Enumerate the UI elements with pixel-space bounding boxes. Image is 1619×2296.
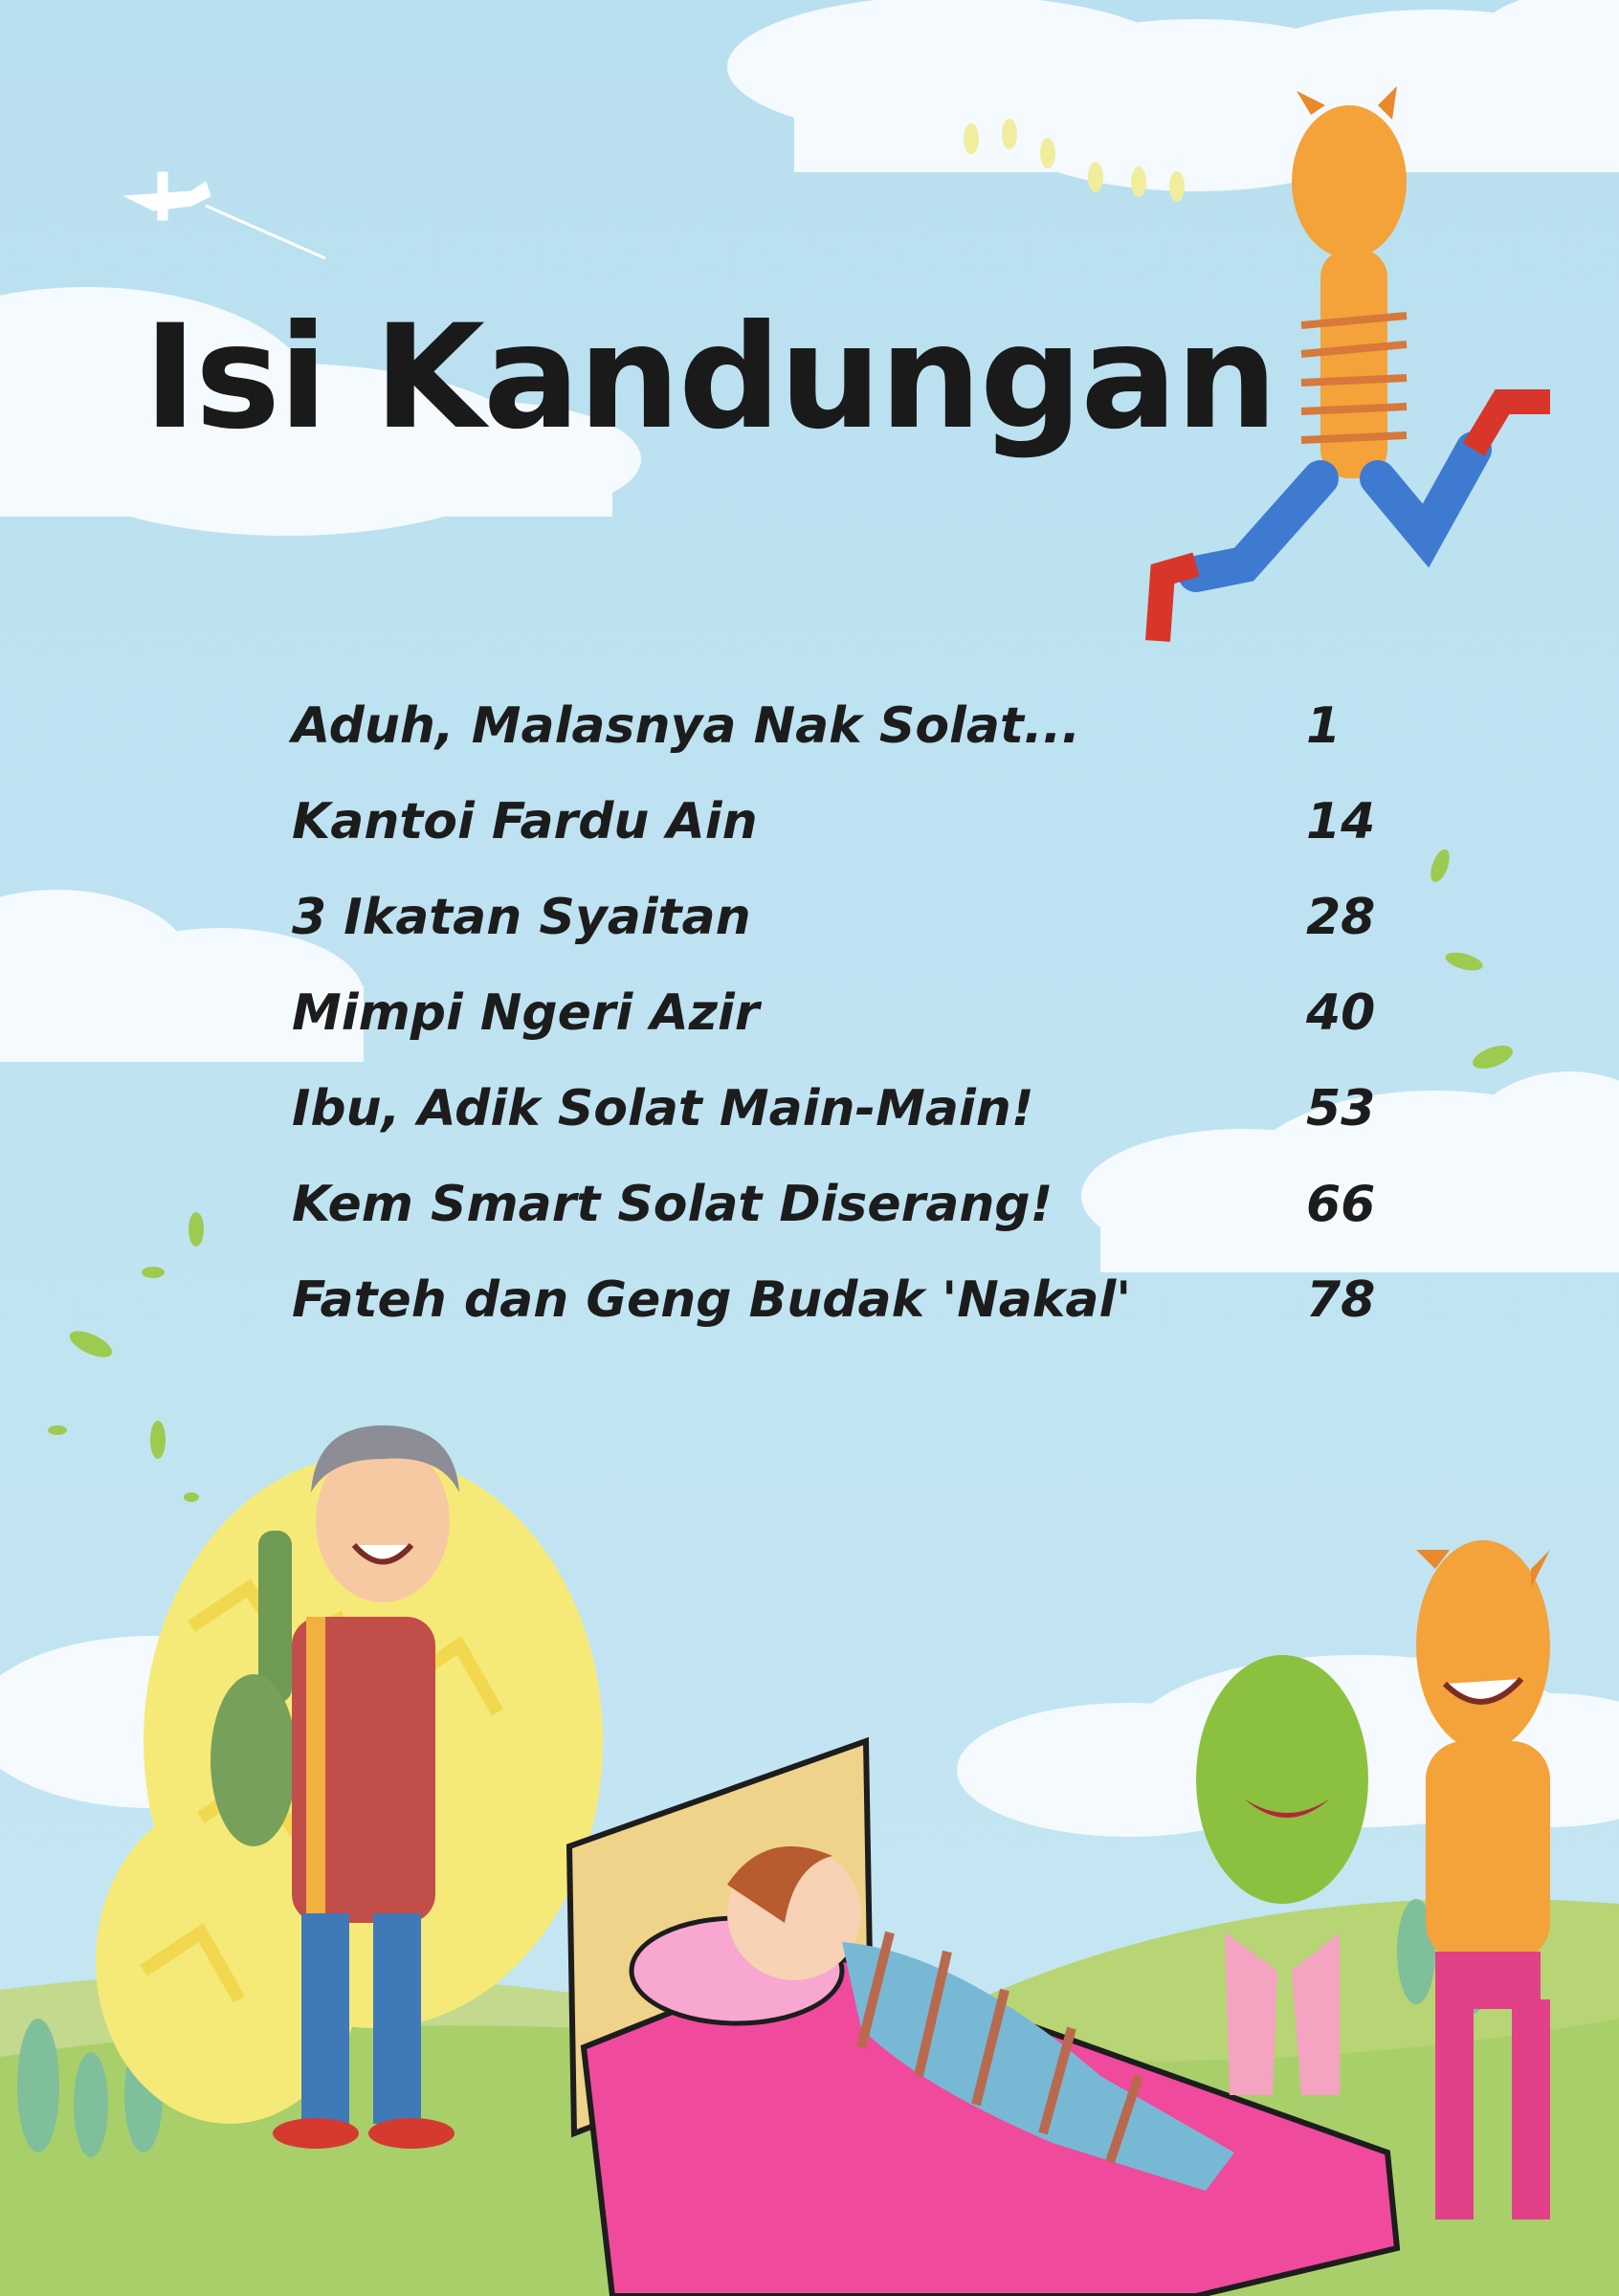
table-of-contents [292, 696, 1392, 1366]
toc-entry-page: 14 [1306, 793, 1376, 850]
page-title: Isi Kandungan [144, 295, 1276, 461]
toc-entry-title: Fateh dan Geng Budak 'Nakal' [292, 1271, 1132, 1329]
toc-entry[interactable] [292, 888, 1392, 983]
toc-entry-title: Kantoi Fardu Ain [292, 793, 758, 850]
toc-entry-title: Ibu, Adik Solat Main-Main! [292, 1080, 1034, 1137]
toc-entry-page: 28 [1306, 889, 1376, 946]
toc-entry-page: 40 [1306, 984, 1376, 1042]
toc-entry-page: 78 [1306, 1271, 1376, 1329]
toc-entry-title: Kem Smart Solat Diserang! [292, 1176, 1053, 1233]
toc-entry-title: 3 Ikatan Syaitan [292, 889, 751, 946]
toc-entry-title: Mimpi Ngeri Azir [292, 984, 760, 1042]
toc-entry[interactable] [292, 1079, 1392, 1175]
toc-entry-title: Aduh, Malasnya Nak Solat... [292, 697, 1081, 755]
toc-entry-page: 1 [1306, 697, 1342, 755]
toc-entry-page: 66 [1306, 1176, 1376, 1233]
toc-entry[interactable] [292, 696, 1392, 792]
cloud-top [727, 0, 1619, 191]
toc-entry[interactable] [292, 983, 1392, 1079]
toc-entry[interactable] [292, 792, 1392, 888]
toc-entry[interactable] [292, 1175, 1392, 1270]
toc-entry[interactable] [292, 1270, 1392, 1366]
toc-entry-page: 53 [1306, 1080, 1376, 1137]
